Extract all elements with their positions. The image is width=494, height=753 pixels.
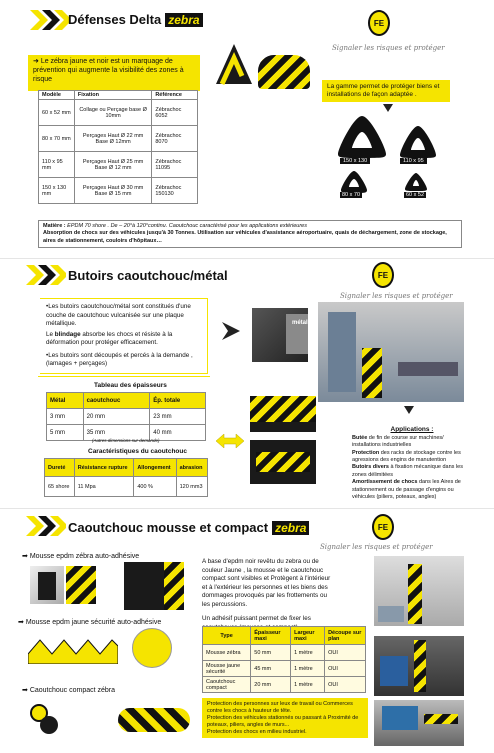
arrow-down-icon [383, 104, 393, 112]
chevron-marker-icon [30, 10, 70, 30]
arrow-right-icon: ➡ [22, 553, 30, 560]
chevron-marker-icon [26, 516, 66, 536]
yellow-foam-round-image [132, 628, 172, 668]
table-row: 5 mm 35 mm 40 mm [47, 425, 206, 441]
workshop-photo [374, 700, 464, 746]
delta-bumper-striped-image [258, 55, 310, 89]
col-header: Fixation [74, 91, 151, 100]
section-title-delta [68, 12, 203, 27]
application-item: Butoirs divers à fixation mécanique dans les zones délimitées [352, 464, 463, 478]
intro-box [28, 55, 200, 91]
delta-size-150x130 [336, 114, 388, 168]
thickness-table: Métal caoutchouc Ép. totale 3 mm 20 mm 23 mm 5 mm 35 mm 40 mm [46, 392, 206, 441]
zebra-logo: zebra [165, 13, 202, 27]
size-label: 150 x 130 [340, 158, 370, 164]
rubber-table-title: Caractéristiques du caoutchouc [88, 448, 187, 455]
foam-sample-image [30, 566, 64, 604]
table-note: (Autres dimensions sur demande) [92, 438, 160, 443]
table-row: 65 shore 11 Mpa 400 % 120 mm3 [45, 477, 208, 497]
butoirs-description: •Les butoirs caoutchouc/métal sont constitués d'une couche de caoutchouc vulcanisée sur une plaque métallique. Le blindage absorbe les chocs et résiste à la déformation pour protéger efficacement. •Les butoirs sont découpés et percés à la demande ,(lamages + perçages) [40, 298, 208, 374]
desc-text: Un adhésif puissant permet de fixer les [202, 615, 311, 622]
table-row: Mousse zébra 50 mm 1 mètre OUI [203, 645, 366, 661]
bullet: • [46, 351, 49, 359]
table-row: Caoutchouc compact 20 mm 1 mètre OUI [203, 677, 366, 693]
chevron-marker-icon [26, 265, 66, 285]
usage-box: Protection des personnes sur leux de travail ou Commerces contre les chocs à hauteur de tête. Protection des véhicules stationnés ou passant à Proximité de poteaux, piliers, angles de murs... Protection des chocs en milieu industriel. [202, 698, 368, 738]
striped-bumper-image [250, 396, 316, 432]
matiere-label: Matière : [43, 223, 66, 229]
fe-logo: FE [368, 10, 390, 36]
title-text: Défenses Delta [68, 12, 162, 27]
tagline: Signaler les risques et protéger [340, 292, 453, 300]
absorption-text: Absorption de chocs sur des véhicules jusqu'à 30 Tonnes. Utilisation sur véhicules d'assistance aéroportuaire, quais de déchargement, zone de stockage, aires de stationnement, couloirs d'hôpitaux… [43, 230, 447, 244]
label-mousse-zebra: ➡ Mousse epdm zébra auto-adhésive [22, 553, 140, 560]
arrow-right-icon [220, 320, 242, 342]
table-row: 3 mm 20 mm 23 mm [47, 409, 206, 425]
compact-rubber-round-image [30, 704, 60, 734]
tagline: Signaler les risques et protéger [320, 543, 433, 551]
delta-size-80x70 [340, 170, 368, 202]
delta-size-110x95 [398, 124, 438, 168]
applications-box [352, 426, 472, 502]
table-row: Mousse jaune sécurité 45 mm 1 mètre OUI [203, 661, 366, 677]
table-row: 110 x 95 mm Perçages Haut Ø 25 mm Base Ø 12 mm Zébrachoc 11095 [39, 152, 198, 178]
desc-text: Les butoirs sont découpés et percés à la demande ,(lamages + perçages) [46, 351, 193, 367]
label-caoutchouc-compact: ➡ Caoutchouc compact zébra [22, 687, 116, 694]
arrow-right-icon: ➡ [18, 619, 26, 626]
application-item: Butée de fin de course sur machines/ installations industrielles [352, 434, 444, 449]
table-row: 150 x 130 mm Perçages Haut Ø 30 mm Base Ø 15 mm Zébrachoc 150130 [39, 178, 198, 204]
section-title-caoutchouc: Caoutchouc mousse et compact zebra [68, 520, 309, 535]
size-label: 60 x 52 [406, 192, 425, 198]
bullet: • [46, 303, 49, 310]
rubber-characteristics-table: Dureté Résistance rupture Allongement abrasion 65 shore 11 Mpa 400 % 120 mm3 [44, 458, 208, 497]
intro-text: Le zébra jaune et noir est un marquage de prévention qui augmente la visibilité des zones à risque [33, 58, 184, 83]
bullet-arrow-icon: ➜ [33, 58, 41, 65]
foam-corner-image [124, 562, 184, 610]
matiere-text: EPDM 70 shore . De – 20°à 120°continu. Caoutchouc caractérisé pour les applications extérieures [67, 223, 307, 229]
fe-logo: FE [372, 262, 394, 288]
col-header: Référence [152, 91, 198, 100]
zebra-logo: zebra [272, 521, 309, 535]
pillar-photo [374, 556, 464, 626]
desc-text: Les butoirs caoutchouc/métal sont constitués d'une couche de caoutchouc vulcanisée sur une plaque métallique. [46, 303, 191, 327]
application-item: Amortissement de chocs dans les Aires de stationnement ou de passage d'engins ou véhicules (piliers, poteaux, angles) [352, 479, 461, 501]
delta-models-table [38, 90, 198, 204]
compact-rubber-strip-image [118, 708, 190, 732]
rack-photo [374, 636, 464, 696]
double-arrow-icon [216, 432, 244, 450]
applications-title: Applications : [390, 426, 434, 433]
col-header: Modèle [39, 91, 75, 100]
arrow-down-icon [404, 406, 414, 414]
table-row: 80 x 70 mm Perçages Haut Ø 22 mm Base Ø 12mm Zébrachoc 8070 [39, 126, 198, 152]
application-item: Protection des racks de stockage contre les agressions des engins de manutention [352, 449, 461, 464]
tagline: Signaler les risques et protéger [332, 44, 445, 52]
metal-bumper-image [252, 308, 308, 362]
striped-bumper-image [250, 440, 316, 484]
arrow-right-icon: ➡ [22, 687, 30, 694]
matiere-box [38, 220, 462, 248]
metal-label: métal [292, 320, 308, 326]
warehouse-photo [318, 302, 464, 402]
table-row: 60 x 52 mm Collage ou Perçage base Ø 10mm Zébrachoc 6052 [39, 100, 198, 126]
size-label: 110 x 95 [400, 158, 427, 164]
divider [0, 258, 494, 259]
label-mousse-jaune: ➡ Mousse epdm jaune sécurité auto-adhésive [18, 619, 162, 626]
yellow-foam-image [28, 634, 118, 664]
thickness-table-title: Tableau des épaisseurs [94, 382, 167, 389]
delta-size-60x52 [404, 172, 430, 202]
gamme-box: La gamme permet de protéger biens et installations de façon adaptée . [322, 80, 450, 102]
mousse-description [202, 558, 336, 632]
divider [0, 508, 494, 509]
delta-bumper-image [212, 40, 256, 88]
section-title-butoirs: Butoirs caoutchouc/métal [68, 268, 228, 283]
mousse-table: Type Épaisseur maxi Largeur maxi Découpe sur plan Mousse zébra 50 mm 1 mètre OUI Mousse jaune sécurité 45 mm 1 mètre OUI Caoutchouc compact 20 mm 1 mètre OUI [202, 626, 366, 693]
size-label: 80 x 70 [342, 192, 361, 198]
fe-logo: FE [372, 514, 394, 540]
desc-text: A base d'epdm noir revêtu du zebra ou de couleur Jaune , la mousse et le caoutchouc compact sont visibles et Protègent à l'intérieur et à l'extérieur les personnes et les biens des dommages provoqués par les frottements ou les percussions. [202, 558, 331, 608]
foam-zebra-image [66, 566, 96, 604]
